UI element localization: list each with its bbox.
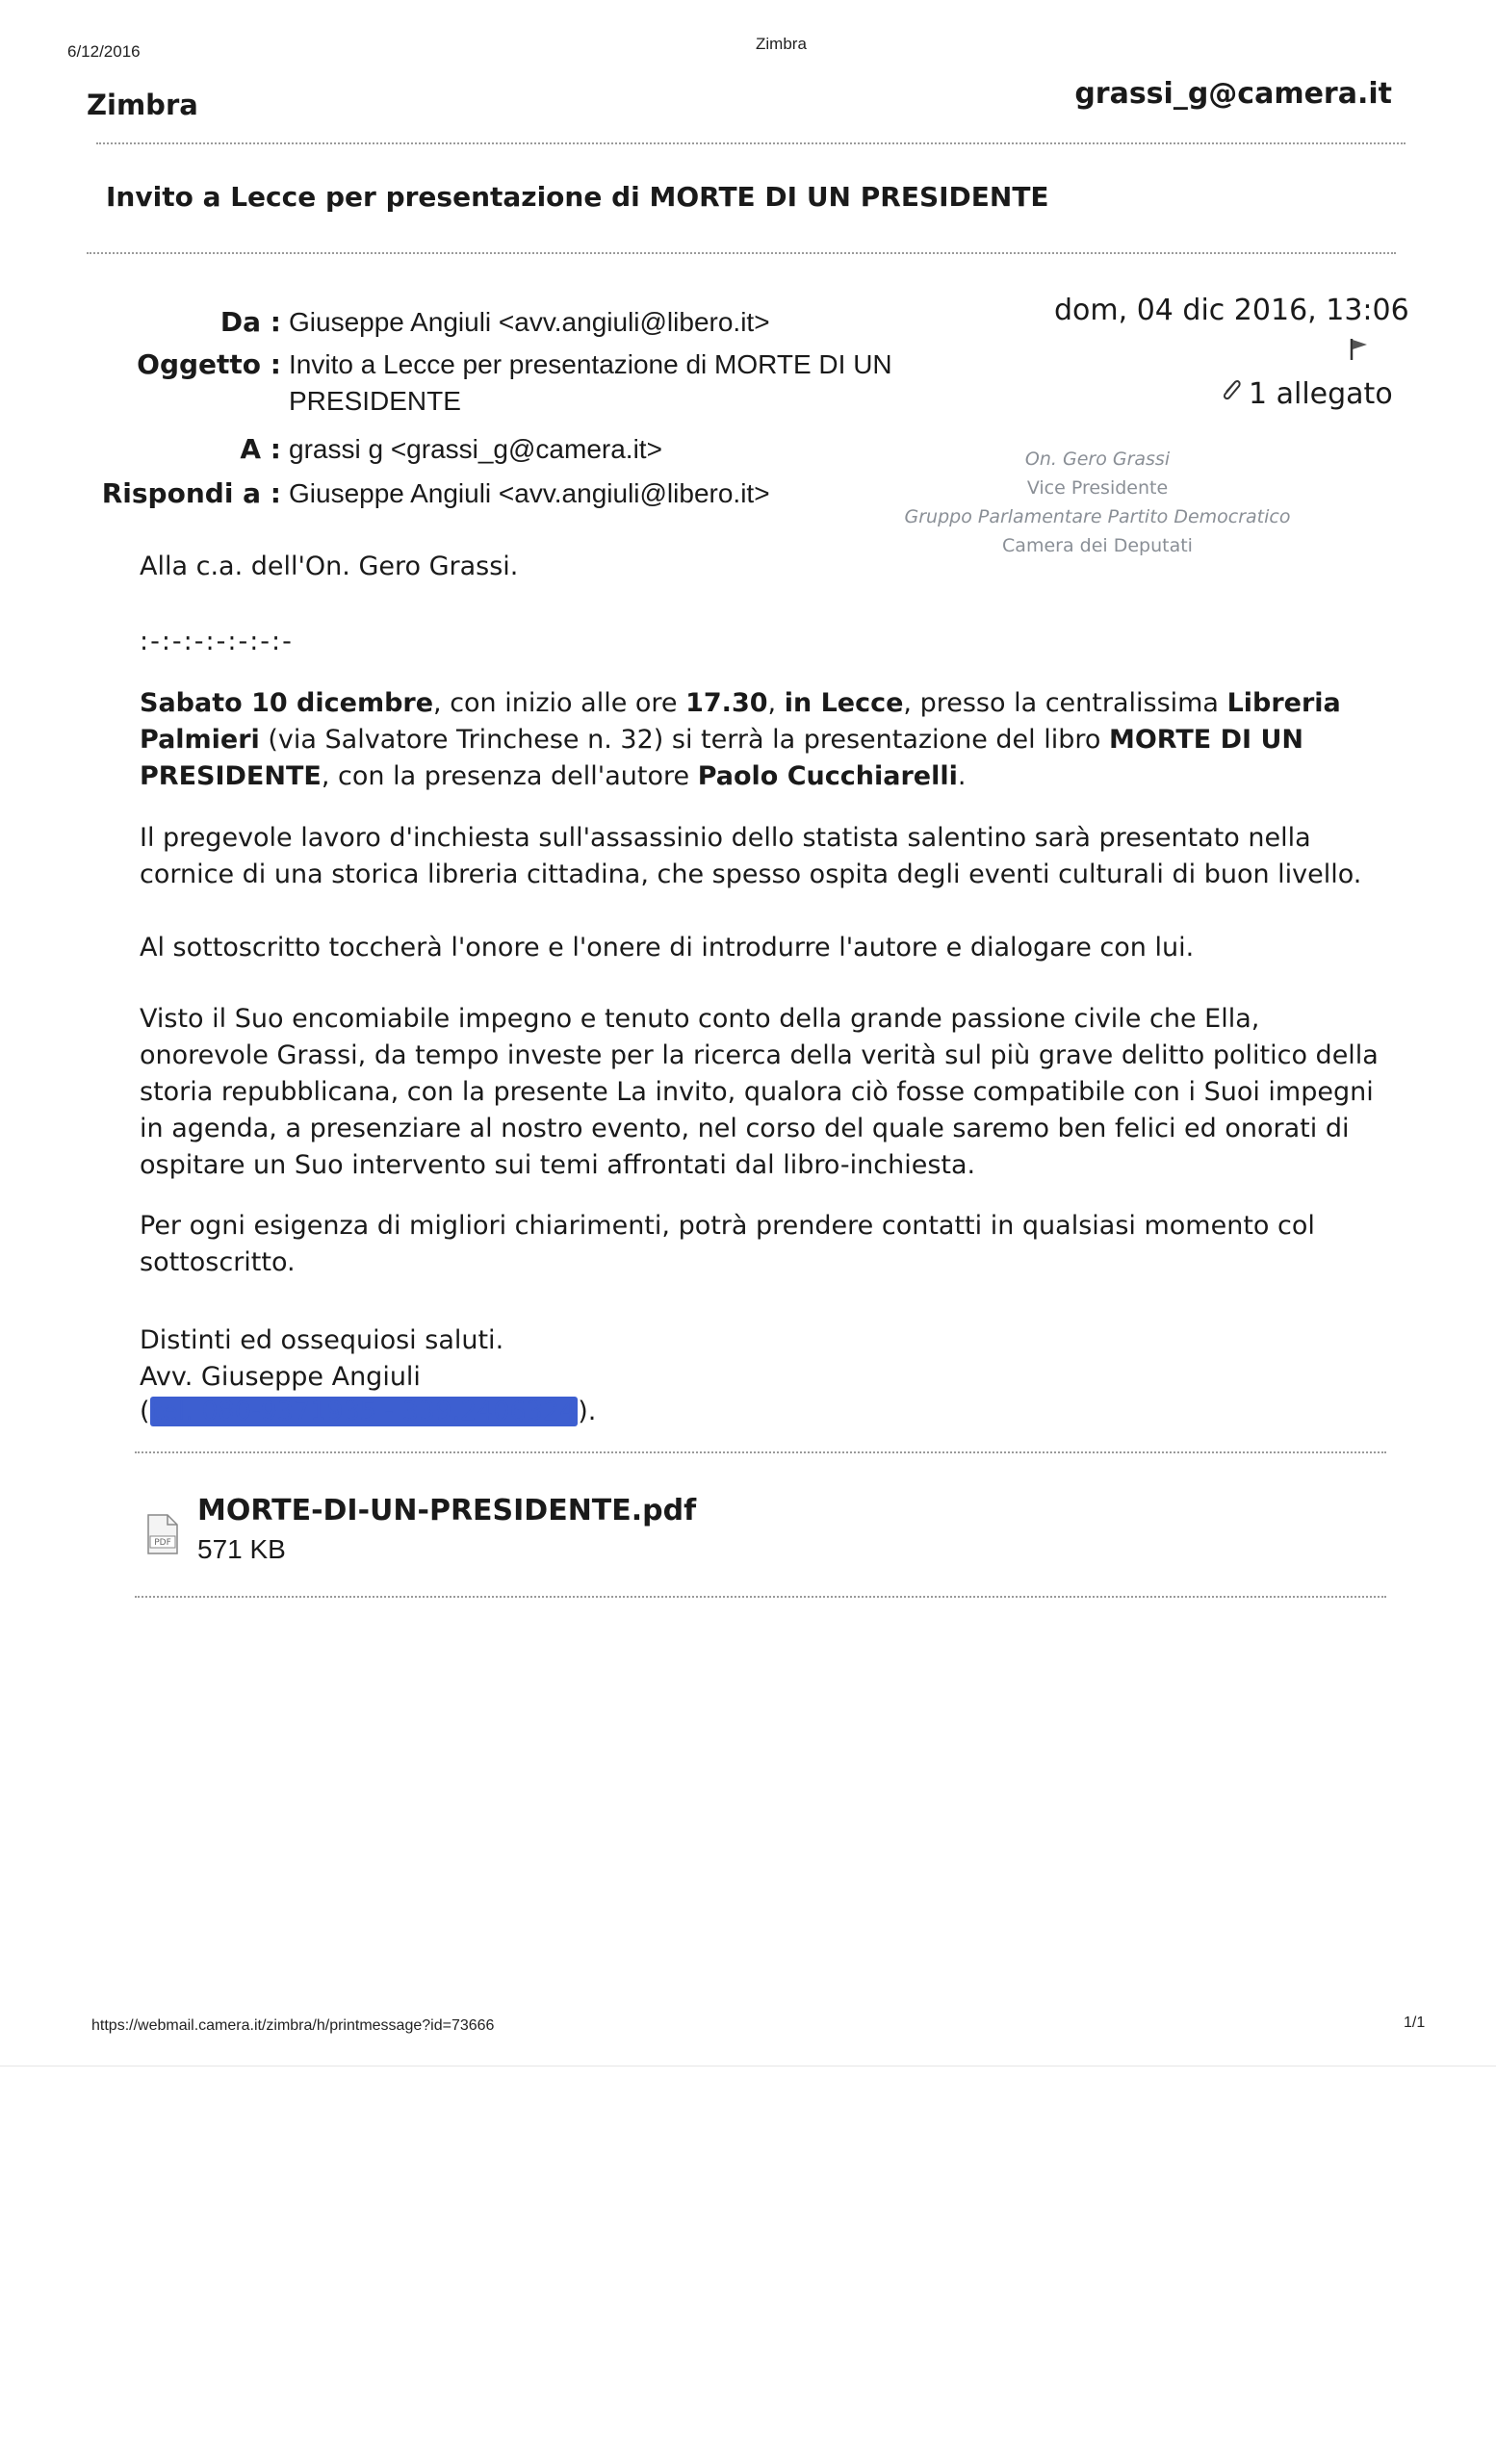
subject-label: Oggetto : xyxy=(137,348,281,380)
p1-time: 17.30 xyxy=(685,688,768,718)
p1-text: , presso la centralissima xyxy=(903,688,1227,718)
divider xyxy=(135,1451,1386,1453)
message-subject-title: Invito a Lecce per presentazione di MORTE DI UN PRESIDENTE xyxy=(106,181,1049,213)
greeting: Alla c.a. dell'On. Gero Grassi. xyxy=(140,552,519,581)
phone-line xyxy=(140,1394,1381,1430)
header-row-subject xyxy=(0,346,1059,424)
flag-icon[interactable] xyxy=(1348,337,1371,362)
attachment-count[interactable] xyxy=(1218,375,1393,412)
p1-author: Paolo Cucchiarelli xyxy=(697,761,958,791)
divider xyxy=(87,252,1396,254)
paragraph-5: Per ogni esigenza di migliori chiarimenti, potrà prendere contatti in qualsiasi momento col sottoscritto. xyxy=(140,1211,1315,1277)
paragraph-4: Visto il Suo encomiabile impegno e tenuto conto della grande passione civile che Ella, onorevole Grassi, da tempo investe per la ricerca della verità sul più grave delitto politico della storia repubblicana, con la presente La invito, qualora ciò fosse compatibile con i Suoi impegni in agenda, a presenziare al nostro evento, nel corso del quale saremo ben felici ed onorati di ospitare un Suo intervento sui temi affrontati dal libro-inchiesta. xyxy=(140,1004,1379,1180)
from-value[interactable]: Giuseppe Angiuli <avv.angiuli@libero.it> xyxy=(289,307,770,337)
divider xyxy=(96,142,1406,144)
print-page-number: 1/1 xyxy=(1404,2015,1426,2031)
subject-value: Invito a Lecce per presentazione di MORTE DI UN PRESIDENTE xyxy=(289,349,892,416)
p1-book: MORTE DI UN PRESIDENTE xyxy=(140,725,1304,791)
pdf-file-icon xyxy=(144,1513,181,1555)
p1-text: , xyxy=(767,688,785,718)
attachment-filename[interactable]: MORTE-DI-UN-PRESIDENTE.pdf xyxy=(197,1494,697,1527)
signature: Avv. Giuseppe Angiuli xyxy=(140,1362,421,1392)
paragraph-2: Il pregevole lavoro d'inchiesta sull'assassinio dello statista salentino sarà presentato nella cornice di una storica libreria cittadina, che spesso ospita degli eventi culturali di buon livello. xyxy=(140,823,1362,889)
to-label: A : xyxy=(240,433,281,465)
to-value[interactable]: grassi g <grassi_g@camera.it> xyxy=(289,434,662,464)
closing: Distinti ed ossequiosi saluti. xyxy=(140,1325,504,1355)
reply-to-label: Rispondi a : xyxy=(101,477,281,509)
attachment-size: 571 KB xyxy=(197,1534,286,1564)
stamp-line-4: Camera dei Deputati xyxy=(1002,535,1193,556)
stamp-line-3: Gruppo Parlamentare Partito Democratico xyxy=(904,506,1291,527)
p1-text: , con la presenza dell'autore xyxy=(321,761,698,791)
paragraph-1 xyxy=(140,685,1381,795)
official-stamp xyxy=(886,445,1309,560)
phone-open: ( xyxy=(140,1397,150,1426)
p1-text: . xyxy=(957,761,967,791)
app-brand: Zimbra xyxy=(87,89,198,121)
paragraph-3: Al sottoscritto toccherà l'onore e l'onere di introdurre l'autore e dialogare con lui. xyxy=(140,933,1195,962)
message-date: dom, 04 dic 2016, 13:06 xyxy=(1054,294,1409,327)
from-label: Da : xyxy=(219,306,281,338)
print-url: https://webmail.camera.it/zimbra/h/printmessage?id=73666 xyxy=(91,2017,495,2034)
p1-city: in Lecce xyxy=(784,688,904,718)
print-title: Zimbra xyxy=(756,35,807,53)
p1-text: , con inizio alle ore xyxy=(433,688,686,718)
reply-to-value[interactable]: Giuseppe Angiuli <avv.angiuli@libero.it> xyxy=(289,478,770,508)
phone-close: ). xyxy=(578,1397,597,1426)
header-row-from xyxy=(0,304,1059,343)
divider xyxy=(135,1596,1386,1598)
p1-text: (via Salvatore Trinchese n. 32) si terrà la presentazione del libro xyxy=(259,725,1109,755)
separator-text: :-:-:-:-:-:-:- xyxy=(140,627,294,656)
paperclip-icon xyxy=(1218,375,1245,412)
p1-date: Sabato 10 dicembre xyxy=(140,688,434,718)
stamp-line-1: On. Gero Grassi xyxy=(1024,449,1171,470)
account-email: grassi_g@camera.it xyxy=(1074,77,1392,111)
print-date: 6/12/2016 xyxy=(67,42,141,61)
pdf-icon-label: PDF xyxy=(154,1538,171,1548)
redacted-phone: tel. 080-9371935 - 339.2406324 xyxy=(151,1397,577,1426)
stamp-line-2: Vice Presidente xyxy=(1026,477,1169,499)
p1-venue: Libreria Palmieri xyxy=(140,688,1341,755)
attachment-count-label: 1 allegato xyxy=(1249,376,1393,411)
